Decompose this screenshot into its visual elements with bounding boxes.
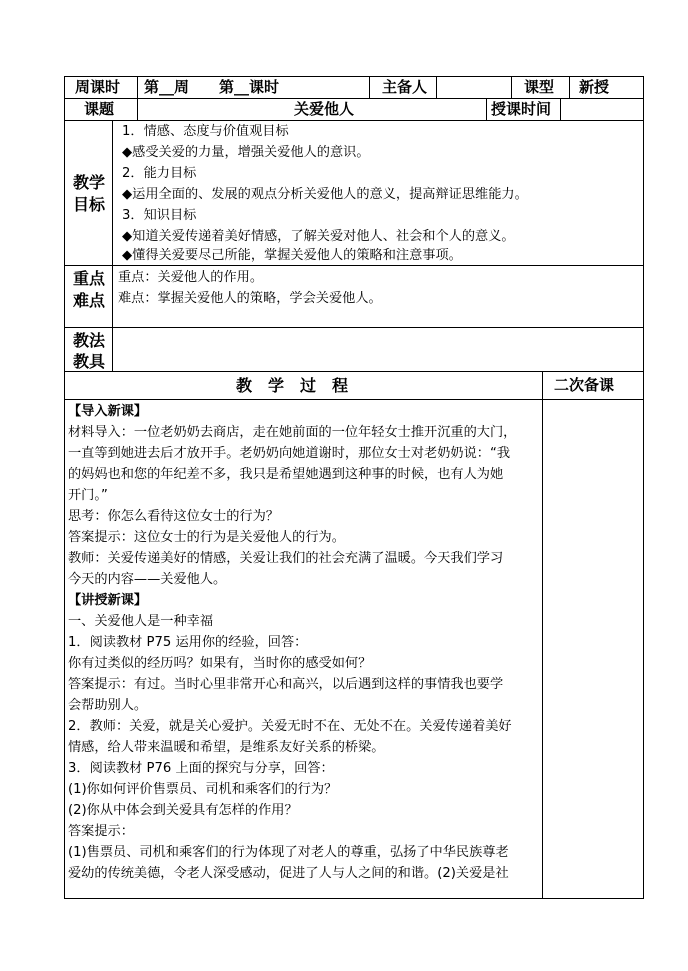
preparer-label: 主备人: [382, 78, 428, 96]
lesson-type-value: 新授: [579, 78, 610, 96]
process-line: 你有过类似的经历吗？如果有，当时你的感受如何？: [68, 656, 372, 671]
objective-line: ◆懂得关爱要尽己所能，掌握关爱他人的策略和注意事项。: [122, 248, 462, 263]
process-line: 情感，给人带来温暖和希望，是维系友好关系的桥梁。: [68, 740, 385, 755]
col-divider: [137, 98, 138, 120]
objective-line: 3．知识目标: [122, 208, 197, 223]
process-line: 今天的内容——关爱他人。: [68, 572, 227, 587]
col-divider: [569, 76, 570, 98]
teaching-time-label: 授课时间: [491, 100, 552, 118]
lesson-type-label: 课型: [524, 78, 555, 96]
process-line: 答案提示：有过。当时心里非常开心和高兴，以后遇到这样的事情我也要学: [68, 677, 504, 692]
process-line: 【讲授新课】: [68, 593, 148, 608]
second-prep-label: 二次备课: [554, 376, 615, 394]
col-divider: [436, 76, 437, 98]
process-line: 一、关爱他人是一种幸福: [68, 614, 214, 629]
lesson-plan-table: [64, 76, 644, 899]
topic-value: 关爱他人: [294, 100, 355, 118]
week-period-value: 第__周 第__课时: [144, 78, 280, 96]
objective-line: ◆感受关爱的力量，增强关爱他人的意识。: [122, 145, 370, 160]
objective-line: 2．能力目标: [122, 166, 197, 181]
process-line: 1．阅读教材 P75 运用你的经验，回答：: [68, 635, 308, 650]
process-line: 3．阅读教材 P76 上面的探究与分享，回答：: [68, 761, 334, 776]
row-divider: [64, 265, 644, 266]
col-divider: [137, 76, 138, 98]
col-divider: [486, 98, 487, 120]
methods-label-2: 教具: [73, 352, 106, 371]
row-divider: [64, 327, 644, 328]
process-line: (1)你如何评价售票员、司机和乘客们的行为？: [68, 782, 338, 797]
key-point-text: 重点：关爱他人的作用。: [118, 270, 264, 285]
row-divider: [64, 371, 644, 372]
process-line: 答案提示：这位女士的行为是关爱他人的行为。: [68, 530, 345, 545]
process-line: 教师：关爱传递美好的情感，关爱让我们的社会充满了温暖。今天我们学习: [68, 551, 504, 566]
difficult-point-text: 难点：掌握关爱他人的策略，学会关爱他人。: [118, 291, 382, 306]
process-title: 教 学 过 程: [236, 376, 349, 395]
process-line: 思考：你怎么看待这位女士的行为？: [68, 509, 279, 524]
process-line: 爱幼的传统美德，令老人深受感动，促进了人与人之间的和谐。(2)关爱是社: [68, 866, 509, 881]
process-line: 【导入新课】: [68, 404, 148, 419]
process-line: 2．教师：关爱，就是关心爱护。关爱无时不在、无处不在。关爱传递着美好: [68, 719, 512, 734]
objective-line: 1．情感、态度与价值观目标: [122, 124, 289, 139]
col-divider: [511, 76, 512, 98]
topic-label: 课题: [84, 100, 115, 118]
col-divider: [369, 76, 370, 98]
keypoints-label-2: 难点: [73, 291, 106, 310]
process-line: 会帮助别人。: [68, 698, 148, 713]
row-divider: [64, 98, 644, 99]
objective-line: ◆知道关爱传递着美好情感，了解关爱对他人、社会和个人的意义。: [122, 229, 515, 244]
col-divider: [560, 98, 561, 120]
process-line: 答案提示：: [68, 824, 134, 839]
process-line: 开门。”: [68, 488, 108, 503]
week-period-label: 周课时: [75, 78, 121, 96]
process-line: 材料导入：一位老奶奶去商店，走在她前面的一位年轻女士推开沉重的大门，: [68, 425, 517, 440]
process-line: (1)售票员、司机和乘客们的行为体现了对老人的尊重，弘扬了中华民族尊老: [68, 845, 509, 860]
keypoints-label-1: 重点: [73, 269, 106, 288]
objectives-label-2: 目标: [73, 195, 106, 214]
objective-line: ◆运用全面的、发展的观点分析关爱他人的意义，提高辩证思维能力。: [122, 187, 528, 202]
col-divider: [112, 120, 113, 371]
col-divider: [542, 371, 543, 899]
process-line: (2)你从中体会到关爱具有怎样的作用？: [68, 803, 298, 818]
process-content: [64, 400, 542, 899]
methods-label-1: 教法: [73, 331, 106, 350]
process-line: 一直等到她进去后才放开手。老奶奶向她道谢时，那位女士对老奶奶说：“我: [68, 446, 511, 461]
process-line: 的妈妈也和您的年纪差不多，我只是希望她遇到这种事的时候，也有人为她: [68, 467, 504, 482]
objectives-label-1: 教学: [73, 173, 106, 192]
objectives-content: [118, 120, 638, 265]
